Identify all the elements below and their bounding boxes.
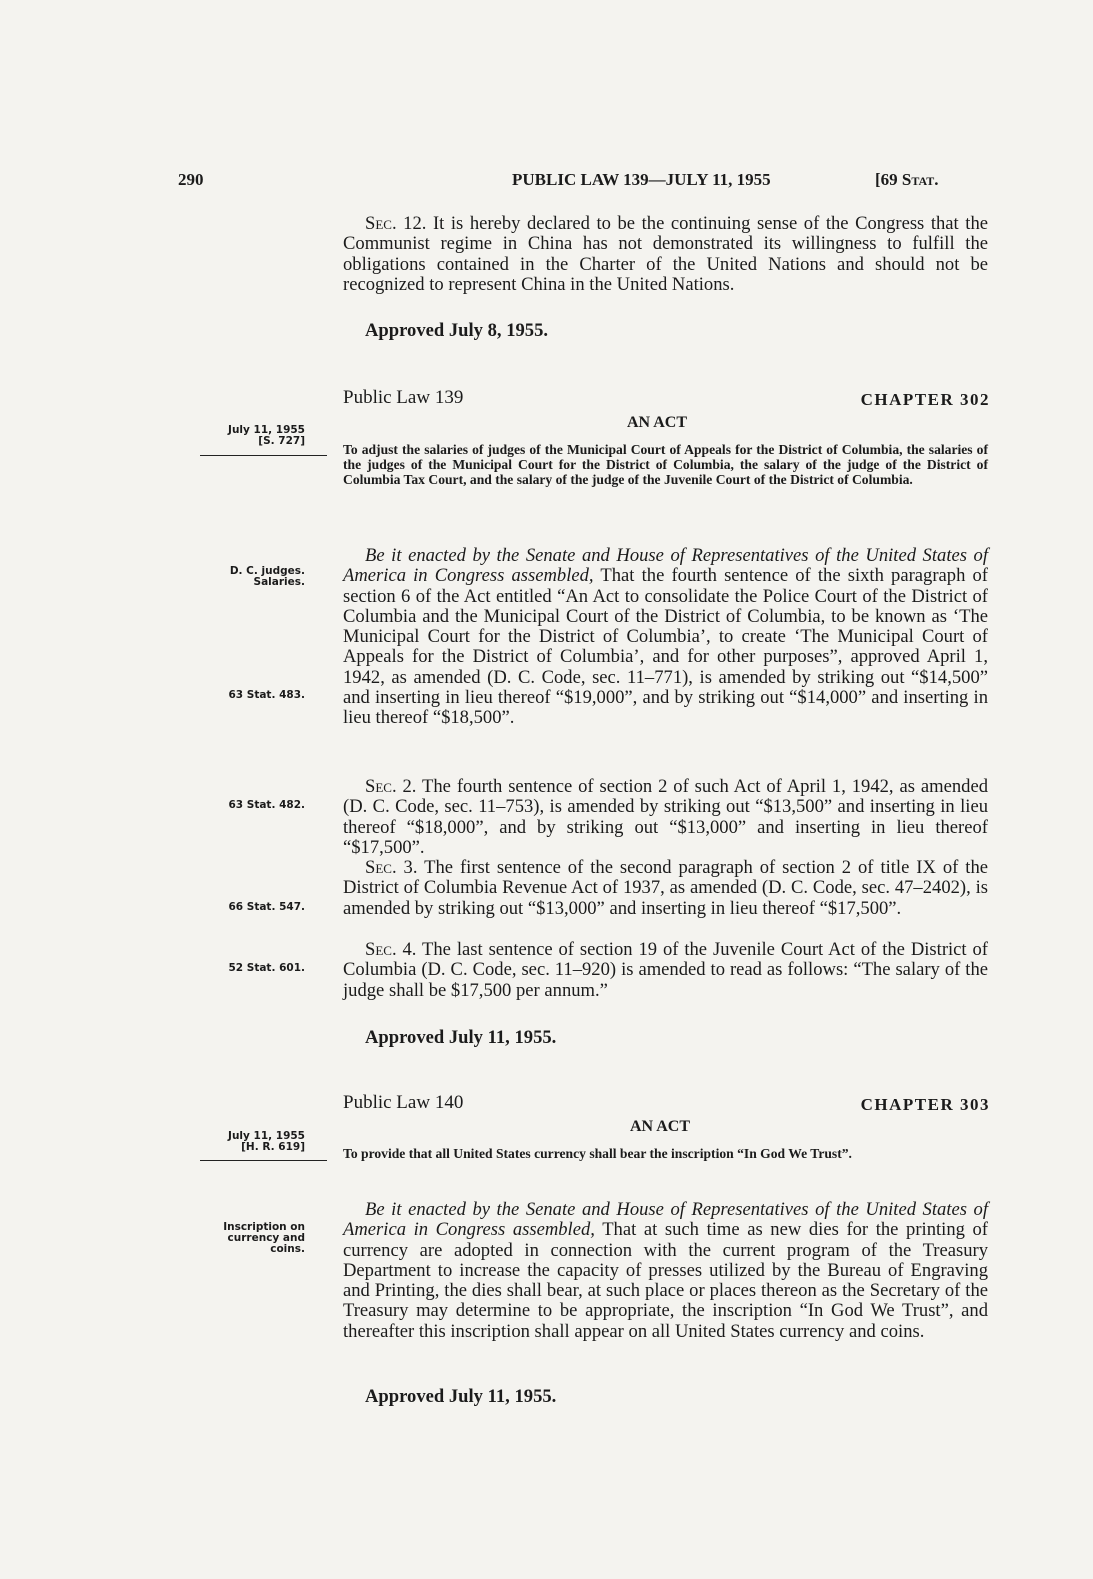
enacting-formula: Be it enacted by the Senate and House of Representatives of the United States of America in Congress assembled,	[343, 545, 988, 587]
enacting-clause	[343, 1200, 988, 1342]
margin-topic: currency and coins.	[227, 1232, 305, 1255]
margin-rule	[200, 1160, 327, 1161]
an-act-heading: AN ACT	[630, 1118, 691, 1135]
section-text: The fourth sentence of section 2 of such Act of April 1, 1942, as amended (D. C. Code, sec. 11–753), is amended by striking out “$13,500” and inserting in lieu thereof “$18,000”, and by striking out “$13,000” and inserting in lieu thereof “$17,500”.	[343, 776, 988, 858]
section-label: Sec. 2.	[365, 776, 417, 797]
act-title	[343, 1146, 988, 1161]
volume-reference: [69 Stat.	[875, 170, 939, 189]
chapter-heading: CHAPTER 303	[860, 1095, 990, 1114]
margin-bill-number: [S. 727]	[258, 435, 305, 447]
enacting-text: That the fourth sentence of the sixth paragraph of section 6 of the Act entitled “An Act to consolidate the Police Court of the District of Columbia and the Municipal Court of the District of Columbia, to be known as ‘The Municipal Court for the District of Columbia’, to create ‘The Municipal Court of Appeals for the District of Columbia’, and for other purposes”, approved April 1, 1942, as amended (D. C. Code, sec. 11–771), is amended by striking out “$14,500” and inserting in lieu thereof “$19,000”, and by striking out “$14,000” and inserting in lieu thereof “$18,500”.	[343, 565, 988, 729]
public-law-heading: Public Law 139	[343, 387, 464, 408]
margin-statute-ref: 63 Stat. 482.	[228, 799, 305, 811]
section-text: The last sentence of section 19 of the Juvenile Court Act of the District of Columbia (D. C. Code, sec. 11–920) is amended to read as follows: “The salary of the judge shall be $17,500 per annum.”	[343, 939, 988, 1001]
enacting-formula: Be it enacted by the Senate and House of Representatives of the United States of America in Congress assembled,	[343, 1199, 988, 1241]
chapter-heading: CHAPTER 302	[860, 390, 990, 409]
margin-bill-number: [H. R. 619]	[241, 1141, 305, 1153]
act-title-text: To adjust the salaries of judges of the Municipal Court of Appeals for the District of Columbia, the salaries of the judges of the Municipal Court for the District of Columbia, the salary of the judge of the District of Columbia Tax Court, and the salary of the judge of the Juvenile Court of the District of Columbia.	[343, 442, 988, 487]
margin-date: July 11, 1955	[228, 1130, 305, 1142]
approved-date: Approved July 11, 1955.	[365, 1386, 557, 1407]
approved-date: Approved July 8, 1955.	[365, 320, 549, 341]
margin-rule	[200, 455, 327, 456]
section-label: Sec. 3.	[365, 857, 418, 878]
section-text: The first sentence of the second paragraph of section 2 of title IX of the District of Columbia Revenue Act of 1937, as amended (D. C. Code, sec. 47–2402), is amended by striking out “$13,000” and inserting in lieu thereof “$17,500”.	[343, 857, 989, 919]
an-act-heading: AN ACT	[627, 414, 688, 431]
act-title-text: To provide that all United States currency shall bear the inscription “In God We Trust”.	[343, 1146, 852, 1161]
section-3	[343, 858, 988, 919]
section-label: Sec. 12.	[365, 213, 427, 234]
section-2	[343, 777, 988, 858]
act-title	[343, 442, 988, 487]
enacting-text: That at such time as new dies for the printing of currency are adopted in connection with the current program of the Treasury Department to increase the capacity of presses utilized by the Bureau of Engraving and Printing, the dies shall bear, at such place or places thereon as the Secretary of the Treasury may determine to be appropriate, the inscription “In God We Trust”, and thereafter this inscription shall appear on all United States currency and coins.	[343, 1219, 988, 1342]
margin-topic: D. C. judges.	[229, 565, 305, 577]
running-title: PUBLIC LAW 139—JULY 11, 1955	[512, 170, 771, 189]
enacting-clause	[343, 546, 988, 729]
margin-topic: Salaries.	[253, 576, 305, 588]
margin-statute-ref: 66 Stat. 547.	[228, 901, 305, 913]
page-number: 290	[178, 170, 204, 189]
public-law-heading: Public Law 140	[343, 1092, 464, 1113]
approved-date: Approved July 11, 1955.	[365, 1027, 557, 1048]
margin-statute-ref: 63 Stat. 483.	[228, 689, 305, 701]
margin-statute-ref: 52 Stat. 601.	[228, 962, 305, 974]
margin-date: July 11, 1955	[228, 424, 305, 436]
section-12	[343, 214, 988, 295]
section-text: It is hereby declared to be the continuing sense of the Congress that the Communist regime in China has not demonstrated its willingness to fulfill the obligations contained in the Charter of the United Nations and should not be recognized to represent China in the United Nations.	[343, 213, 988, 295]
margin-topic: Inscription on	[223, 1221, 305, 1233]
section-4	[343, 940, 988, 1001]
section-label: Sec. 4.	[365, 939, 417, 960]
